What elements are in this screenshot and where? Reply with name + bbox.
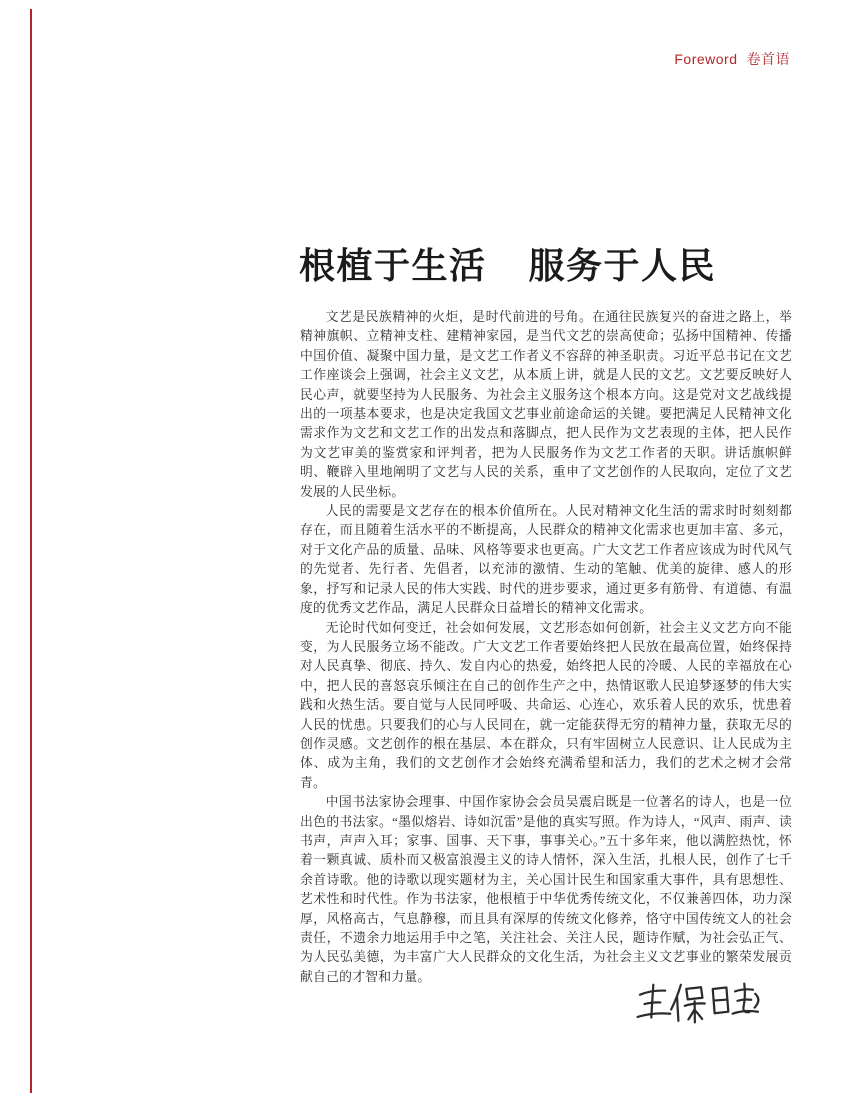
foreword-label-en: Foreword (674, 51, 738, 67)
left-margin-rule (30, 9, 32, 1093)
article-paragraph: 无论时代如何变迁，社会如何发展，文艺形态如何创新，社会主义文艺方向不能变，为人民服务立场不能改。广大文艺工作者要始终把人民放在最高位置，始终保持对人民真挚、彻底、持久、发自内心的热爱，始终把人民的冷暖、人民的幸福放在心中，把人民的喜怒哀乐倾注在自己的创作生产之中，热情讴歌人民追梦逐梦的伟大实践和火热生活。要自觉与人民同呼吸、共命运、心连心，欢乐着人民的欢乐，忧患着人民的忧患。只要我们的心与人民同在，就一定能获得无穷的精神力量，获取无尽的创作灵感。文艺创作的根在基层、本在群众，只有牢固树立人民意识、让人民成为主体、成为主角，我们的文艺创作才会始终充满希望和活力，我们的艺术之树才会常青。 (300, 620, 792, 790)
article-body (300, 308, 792, 987)
foreword-label-zh: 卷首语 (746, 51, 790, 67)
signature-handwriting (627, 965, 789, 1045)
article-paragraph: 人民的需要是文艺存在的根本价值所在。人民对精神文化生活的需求时时刻刻都存在，而且随着生活水平的不断提高，人民群众的精神文化需求也更加丰富、多元，对于文化产品的质量、品味、风格等要求也更高。广大文艺工作者应该成为时代风气的先觉者、先行者、先倡者，以充沛的激情、生动的笔触、优美的旋律、感人的形象，抒写和记录人民的伟大实践、时代的进步要求，通过更多有筋骨、有道德、有温度的优秀文艺作品，满足人民群众日益增长的精神文化需求。 (300, 504, 792, 616)
article-title-part-2: 服务于人民 (528, 246, 717, 287)
article-paragraph: 文艺是民族精神的火炬，是时代前进的号角。在通往民族复兴的奋进之路上，举精神旗帜、立精神支柱、建精神家园，是当代文艺的崇高使命；弘扬中国精神、传播中国价值、凝聚中国力量，是文艺工作者义不容辞的神圣职责。习近平总书记在文艺工作座谈会上强调，社会主义文艺，从本质上讲，就是人民的文艺。文艺要反映好人民心声，就要坚持为人民服务、为社会主义服务这个根本方向。这是党对文艺战线提出的一项基本要求，也是决定我国文艺事业前途命运的关键。要把满足人民精神文化需求作为文艺和文艺工作的出发点和落脚点，把人民作为文艺表现的主体，把人民作为文艺审美的鉴赏家和评判者，把为人民服务作为文艺工作者的天职。讲话旗帜鲜明、鞭辟入里地阐明了文艺与人民的关系，重申了文艺创作的人民取向，定位了文艺发展的人民坐标。 (300, 310, 792, 499)
article-paragraph: 中国书法家协会理事、中国作家协会会员吴震启既是一位著名的诗人，也是一位出色的书法家。“墨似熔岩、诗如沉雷”是他的真实写照。作为诗人，“风声、雨声、读书声，声声入耳；家事、国事、天下事，事事关心。”五十多年来，他以满腔热忱，怀着一颗真诚、质朴而又极富浪漫主义的诗人情怀，深入生活，扎根人民，创作了七千余首诗歌。他的诗歌以现实题材为主，关心国计民生和国家重大事件，具有思想性、艺术性和时代性。作为书法家，他根植于中华优秀传统文化，不仅兼善四体，功力深厚，风格高古，气息静穆，而且具有深厚的传统文化修养，恪守中国传统文人的社会责任，不遗余力地运用手中之笔，关注社会、关注人民，题诗作赋，为社会弘正气、为人民弘美德，为丰富广大人民群众的文化生活，为社会主义文艺事业的繁荣发展贡献自己的才智和力量。 (300, 795, 792, 984)
signature-strokes (627, 965, 789, 1045)
article-title-part-1: 根植于生活 (299, 246, 487, 287)
article-title (299, 245, 716, 288)
page-header (674, 49, 790, 69)
